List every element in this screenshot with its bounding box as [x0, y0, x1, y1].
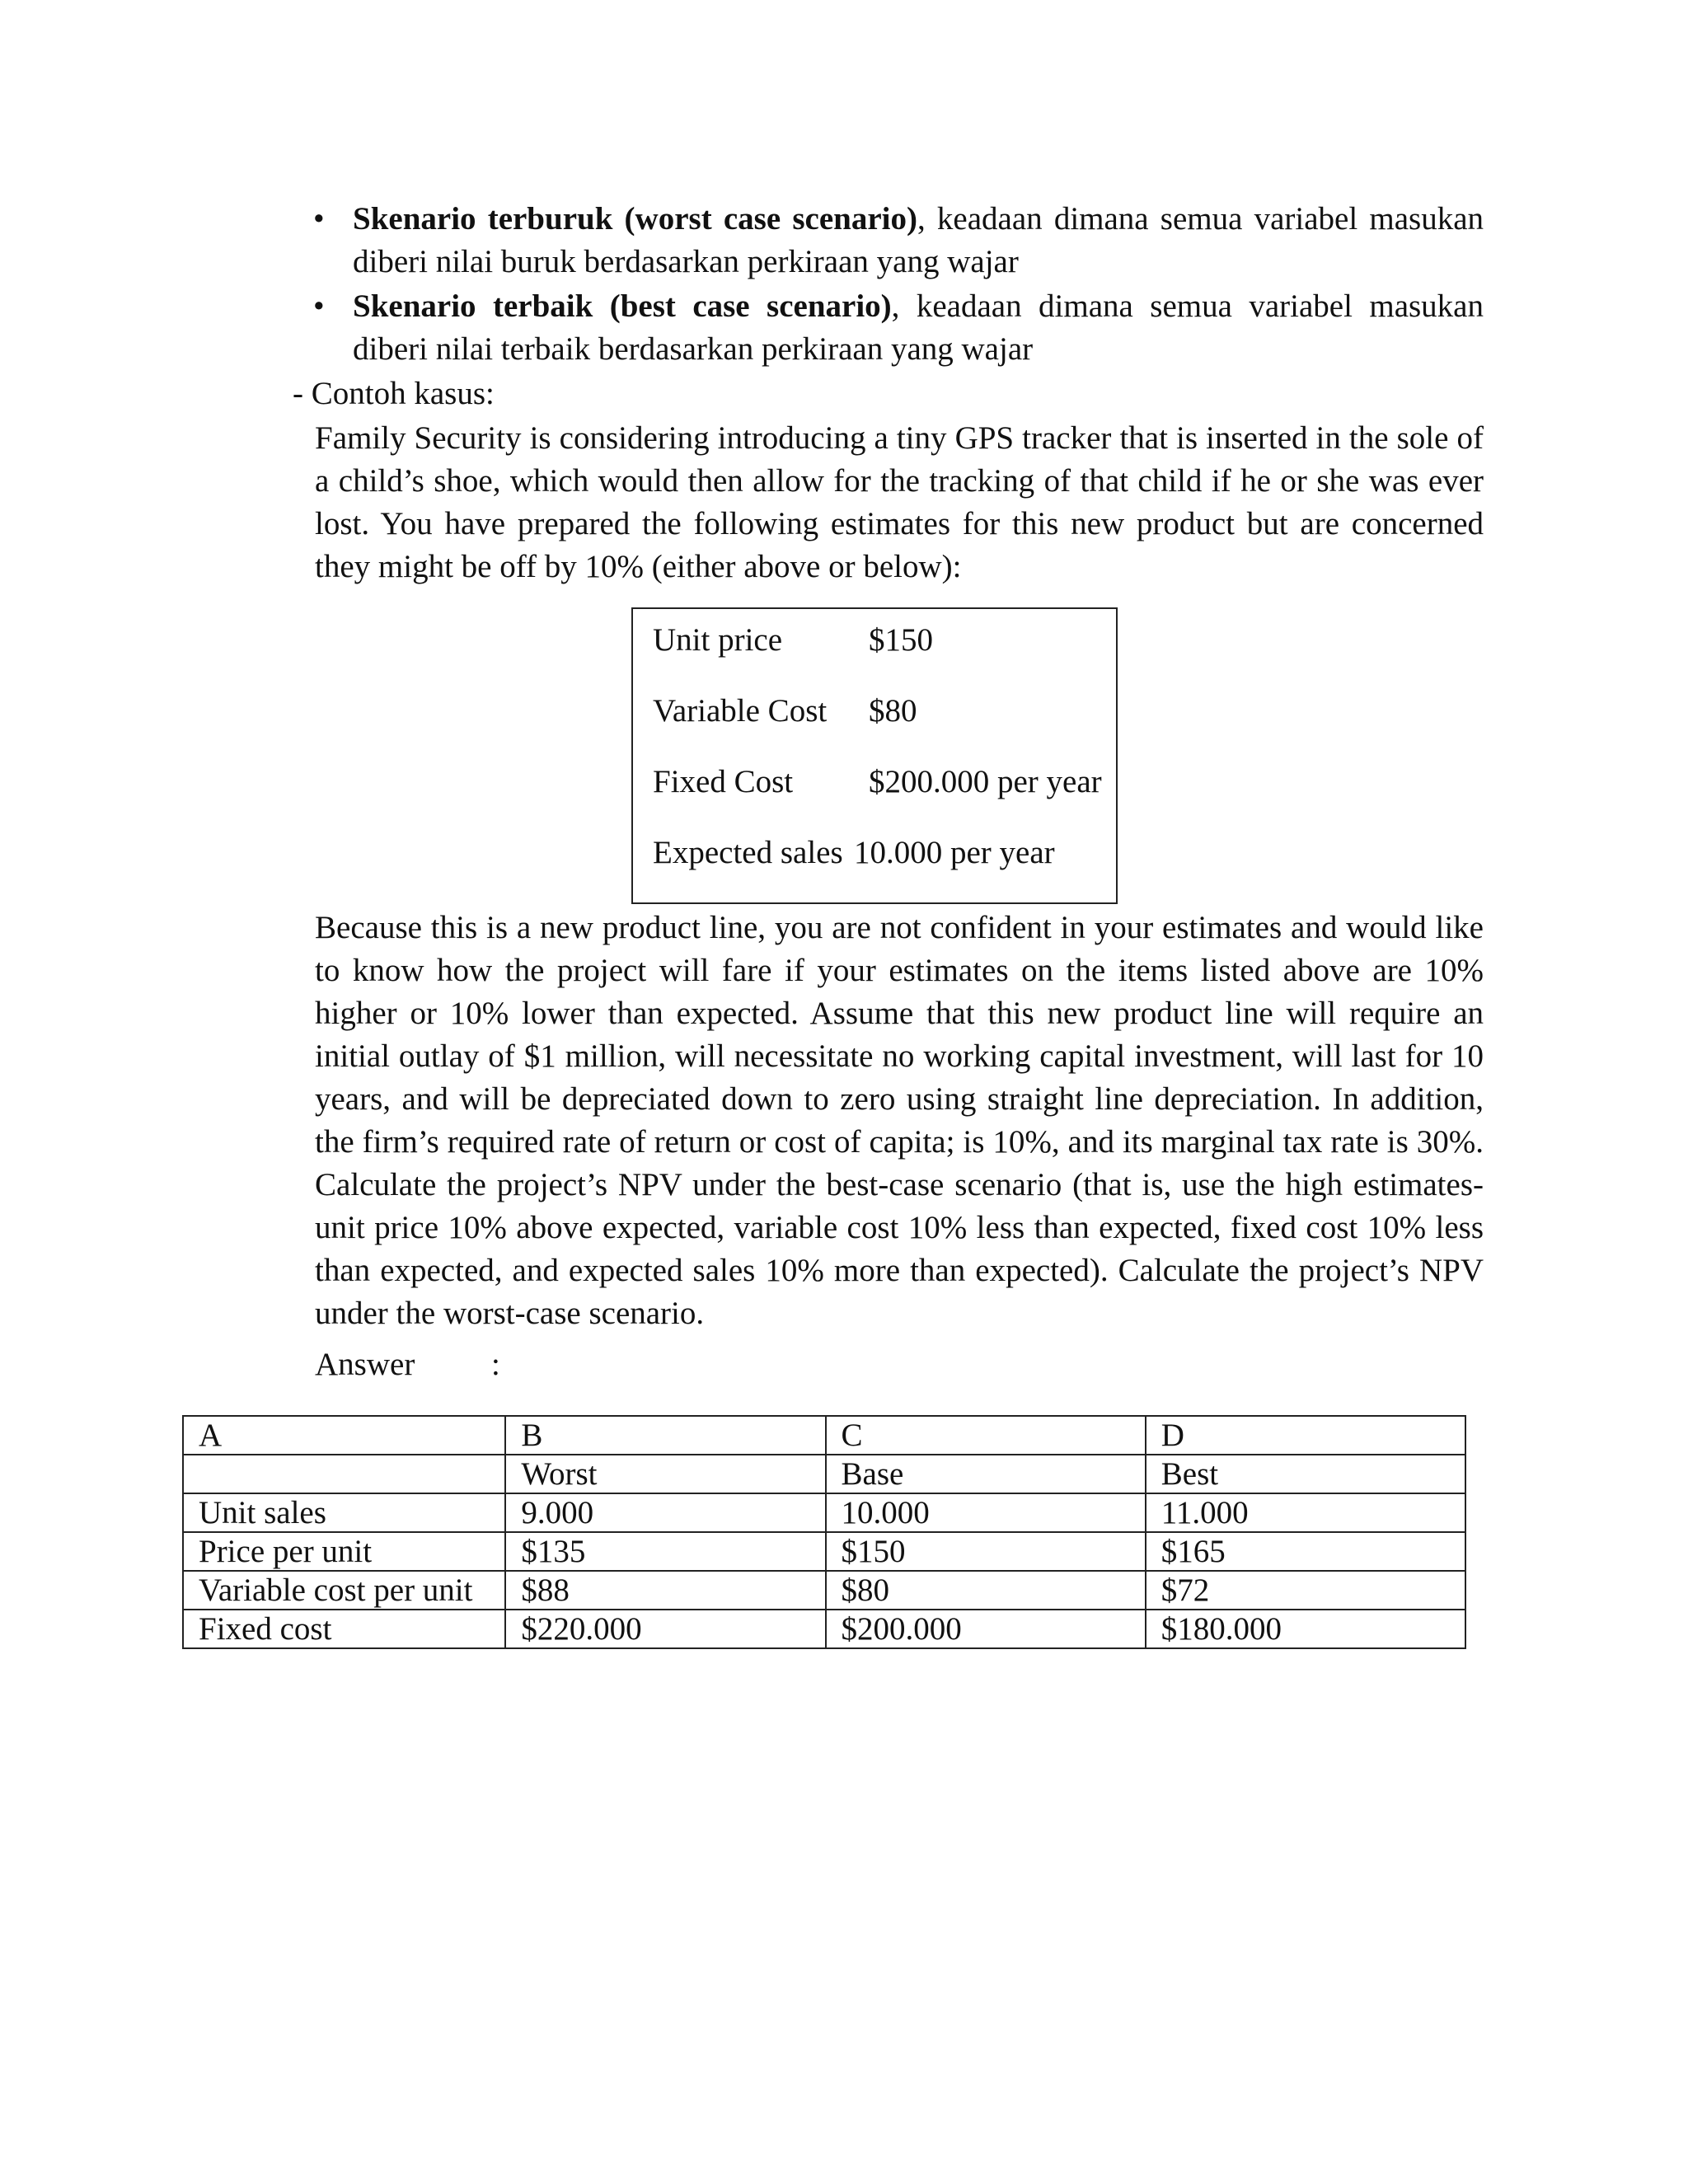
scenario-table	[182, 1415, 1466, 1649]
problem-paragraph: Because this is a new product line, you are not confident in your estimates and would like to know how the project will fare if your estimates on the items listed above are 10% higher or 10% lower than expected. Assume that this new product line will require an initial outlay of $1 million, will necessitate no working capital investment, will last for 10 years, and will be depreciated down to zero using straight line depreciation. In addition, the firm’s required rate of return or cost of capita; is 10%, and its marginal tax rate is 30%. Calculate the project’s NPV under the best-case scenario (that is, use the high estimates-unit price 10% above expected, variable cost 10% less than expected, fixed cost 10% less than expected, and expected sales 10% more than expected). Calculate the project’s NPV under the worst-case scenario.	[315, 910, 1484, 1331]
case-description-paragraph: Family Security is considering introducing a tiny GPS tracker that is inserted in the sole of a child’s shoe, which would then allow for the tracking of that child if he or she was ever lost. You have prepared the following estimates for this new product but are concerned they might be off by 10% (either above or below):	[315, 420, 1484, 584]
bullet-item-worst	[313, 198, 1484, 284]
table-row	[183, 1610, 1465, 1648]
table-row	[183, 1493, 1465, 1532]
table-cell: A	[183, 1416, 505, 1455]
table-cell: $135	[505, 1532, 825, 1571]
contoh-kasus-label: - Contoh kasus:	[293, 376, 495, 411]
table-row	[183, 1532, 1465, 1571]
bullet-bold-text: Skenario terburuk (worst case scenario)	[353, 201, 917, 237]
estimate-value: $80	[869, 693, 917, 729]
table-cell: $200.000	[826, 1610, 1146, 1648]
table-cell	[183, 1455, 505, 1493]
estimate-value: 10.000 per year	[854, 835, 1055, 870]
table-cell: B	[505, 1416, 825, 1455]
table-cell: Fixed cost	[183, 1610, 505, 1648]
table-header-row	[183, 1416, 1465, 1455]
table-cell: Variable cost per unit	[183, 1571, 505, 1610]
table-cell: $72	[1146, 1571, 1465, 1610]
table-cell: $165	[1146, 1532, 1465, 1571]
estimate-label: Fixed Cost	[653, 764, 794, 799]
table-cell: $88	[505, 1571, 825, 1610]
table-row	[183, 1455, 1465, 1493]
table-cell: 9.000	[505, 1493, 825, 1532]
estimate-value: $150	[869, 622, 933, 658]
bullet-text: , keadaan dimana semua variabel masukan diberi nilai buruk berdasarkan perkiraan yang wajar	[353, 201, 1484, 279]
table-cell: $80	[826, 1571, 1146, 1610]
bullet-dot-icon: •	[313, 288, 325, 324]
table-cell: Best	[1146, 1455, 1465, 1493]
table-cell: $150	[826, 1532, 1146, 1571]
estimate-value: $200.000 per year	[869, 764, 1102, 799]
estimate-label: Unit price	[653, 622, 783, 658]
estimates-box	[631, 607, 1118, 904]
table-row	[183, 1571, 1465, 1610]
table-cell: 10.000	[826, 1493, 1146, 1532]
bullet-item-best	[313, 285, 1484, 371]
bullet-text: , keadaan dimana semua variabel masukan diberi nilai terbaik berdasarkan perkiraan yang wajar	[353, 288, 1484, 367]
table-cell: Worst	[505, 1455, 825, 1493]
answer-colon: :	[491, 1347, 500, 1382]
bullet-dot-icon: •	[313, 201, 325, 237]
table-cell: $180.000	[1146, 1610, 1465, 1648]
table-cell: D	[1146, 1416, 1465, 1455]
table-cell: 11.000	[1146, 1493, 1465, 1532]
answer-label: Answer	[315, 1347, 415, 1382]
bullet-bold-text: Skenario terbaik (best case scenario)	[353, 288, 892, 324]
table-cell: Base	[826, 1455, 1146, 1493]
estimate-label: Variable Cost	[653, 693, 828, 729]
estimate-label: Expected sales	[653, 835, 843, 870]
table-cell: Price per unit	[183, 1532, 505, 1571]
table-cell: Unit sales	[183, 1493, 505, 1532]
table-cell: $220.000	[505, 1610, 825, 1648]
scenario-bullet-list	[313, 198, 1484, 373]
table-cell: C	[826, 1416, 1146, 1455]
